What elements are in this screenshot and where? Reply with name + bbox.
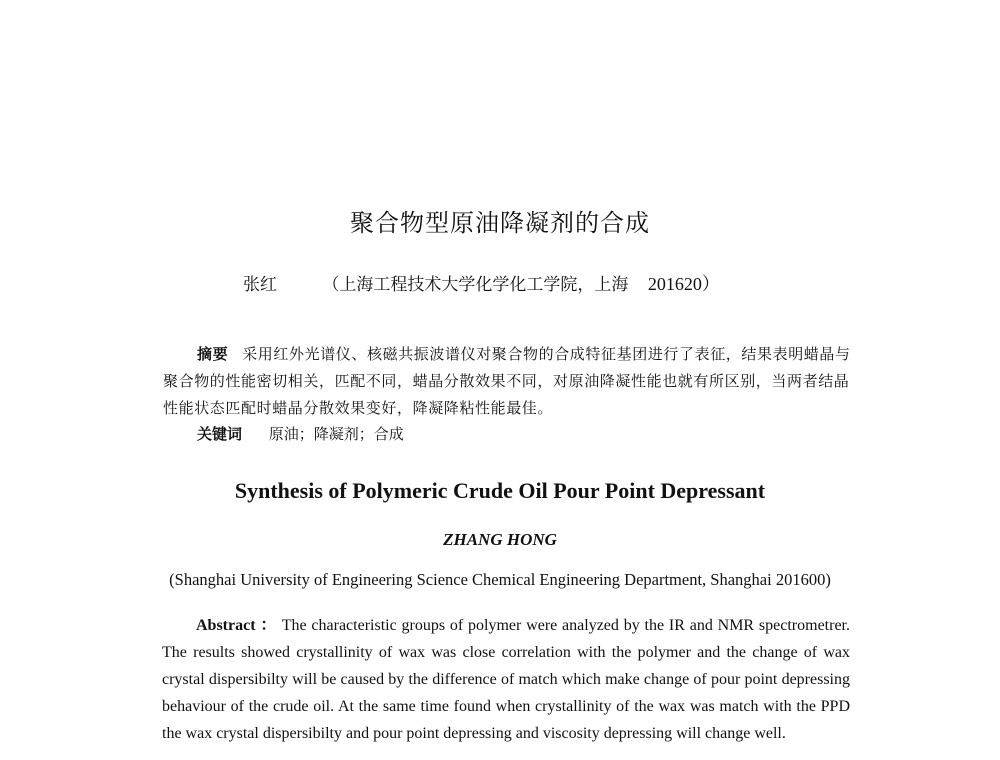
chinese-keywords-label: 关键词 <box>197 425 243 443</box>
chinese-keywords <box>197 423 404 444</box>
chinese-author-line <box>243 270 720 296</box>
chinese-abstract-text: 采用红外光谱仪、核磁共振波谱仪对聚合物的合成特征基团进行了表征，结果表明蜡晶与聚合物的性能密切相关，匹配不同，蜡晶分散效果不同，对原油降凝性能也就有所区别，当两者结晶性能状态匹配时蜡晶分散效果变好，降凝降粘性能最佳。 <box>163 345 851 417</box>
english-affiliation: (Shanghai University of Engineering Science Chemical Engineering Department, Shanghai 201600) <box>169 570 831 589</box>
english-abstract <box>162 612 850 747</box>
chinese-affiliation: （上海工程技术大学化学化工学院，上海 <box>322 275 629 295</box>
chinese-author: 张红 <box>243 275 277 295</box>
chinese-keywords-text: 原油；降凝剂；合成 <box>268 425 404 443</box>
chinese-abstract-label: 摘要 <box>197 345 229 363</box>
english-title: Synthesis of Polymeric Crude Oil Pour Point Depressant <box>234 478 766 503</box>
english-author: ZHANG HONG <box>443 530 557 549</box>
chinese-title: 聚合物型原油降凝剂的合成 <box>350 209 650 237</box>
chinese-abstract <box>163 341 853 422</box>
english-abstract-text: The characteristic groups of polymer were analyzed by the IR and NMR spectrometrer. The results showed crystallinity of wax was close correlation with the polymer and the change of wax crystal dispersibilty will be caused by the difference of match which make change of pour point depressing behaviour of the crude oil. At the same time found when crystallinity of the wax was match with the PPD the wax crystal dispersibilty and pour point depressing and viscosity depressing will change well. <box>162 617 850 742</box>
english-abstract-label: Abstract ： <box>196 617 278 634</box>
chinese-postcode: 201620） <box>647 274 720 294</box>
